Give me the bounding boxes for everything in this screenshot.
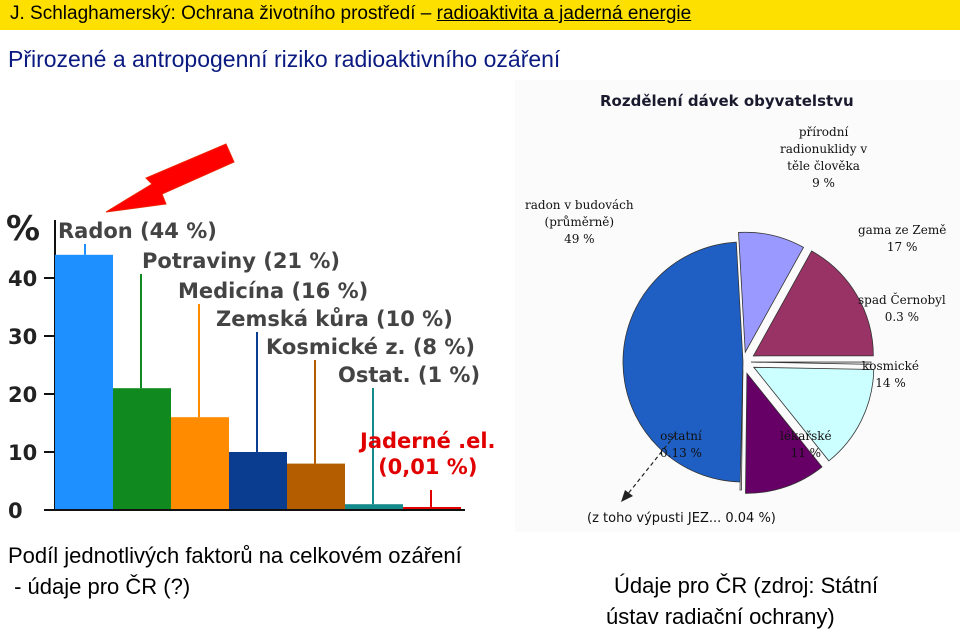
pie-footnote: (z toho výpusti JEZ... 0.04 %) <box>587 511 776 526</box>
pie-slice-label-line: spad Černobyl <box>858 293 946 307</box>
bar-label <box>360 428 496 480</box>
bar-label-line: Jaderné .el. <box>360 429 496 453</box>
pie-slice-label-line: 0.3 % <box>884 310 920 324</box>
y-tick-label: 10 <box>8 441 38 465</box>
bar-label-line: Zemská kůra (10 %) <box>216 307 453 331</box>
bar-label-line: Radon (44 %) <box>58 219 217 243</box>
bar-label-line: Ostat. (1 %) <box>338 363 481 387</box>
caption-left-line2: - údaje pro ČR (?) <box>8 574 191 599</box>
pie-slice-label <box>858 222 946 256</box>
pie-slice-label-line: přírodní <box>798 125 849 139</box>
bar-label-line: Potraviny (21 %) <box>142 249 340 273</box>
pie-slice-label <box>780 428 832 462</box>
bar-label <box>338 362 480 388</box>
slide-title-prefix: J. Schlaghamerský: Ochrana životního prostředí – <box>10 3 437 24</box>
pie-slice-label <box>858 292 946 326</box>
pie-slice-label-line: radon v budovách <box>525 198 634 212</box>
bar <box>113 388 171 510</box>
pie-slice-label-line: 0.13 % <box>660 446 702 460</box>
pie-slice-label-line: (průměrně) <box>544 215 615 229</box>
red-arrow-icon <box>100 140 240 220</box>
pie-slice-label-line: ostatní <box>660 429 702 443</box>
slide-title <box>10 3 691 25</box>
bar-label <box>178 278 368 304</box>
bar-label <box>266 334 475 360</box>
pie-slice-label-line: 49 % <box>564 232 595 246</box>
bar-label-line: (0,01 %) <box>378 455 478 479</box>
pie-slice-label-line: 9 % <box>812 176 835 190</box>
slide-title-topic: radioaktivita a jaderná energie <box>436 3 692 24</box>
pie-slice-label-line: kosmické <box>862 359 919 373</box>
caption-left <box>8 540 462 602</box>
footnote-arrowhead <box>621 490 633 502</box>
bar-label-line: Medicína (16 %) <box>178 279 369 303</box>
y-tick-label: 30 <box>8 325 38 349</box>
pie-slice-label-line: 14 % <box>875 376 906 390</box>
bar <box>287 464 345 510</box>
bar-label <box>142 248 340 274</box>
page-subtitle: Přirozené a antropogenní riziko radioaktivního ozáření <box>8 46 561 72</box>
caption-right-line1: Údaje pro ČR (zdroj: Státní <box>614 573 879 598</box>
caption-left-line1: Podíl jednotlivých faktorů na celkovém ozáření <box>8 543 462 568</box>
pie-slice-label-line: 17 % <box>886 240 918 254</box>
y-tick-label: 0 <box>8 499 23 523</box>
pie-slice-label <box>660 428 702 462</box>
pie-slice-label <box>780 124 867 192</box>
pie-slice <box>751 362 871 364</box>
y-axis-label: % <box>6 209 41 249</box>
y-tick-label: 40 <box>8 267 38 291</box>
pie-title: Rozdělení dávek obyvatelstvu <box>600 92 854 110</box>
pie-slice-label-line: gama ze Země <box>858 223 947 237</box>
pie-slice-label-line: těle člověka <box>787 159 860 173</box>
pie-slice-label-line: radionuklidy v <box>780 142 868 156</box>
caption-right <box>606 570 878 632</box>
pie-slice-label-line: 11 % <box>790 446 822 460</box>
caption-right-line2: ústav radiační ochrany) <box>606 604 835 629</box>
bar-label <box>216 306 453 332</box>
pie-slice-label-line: lékařské <box>780 429 832 443</box>
pie-slice-label <box>525 197 634 248</box>
bar <box>171 417 229 510</box>
bar <box>55 255 113 510</box>
bar-label <box>58 218 217 244</box>
pie-slice-label <box>862 358 919 392</box>
bar <box>229 452 287 510</box>
bar-label-line: Kosmické z. (8 %) <box>266 335 475 359</box>
y-tick-label: 20 <box>8 383 38 407</box>
